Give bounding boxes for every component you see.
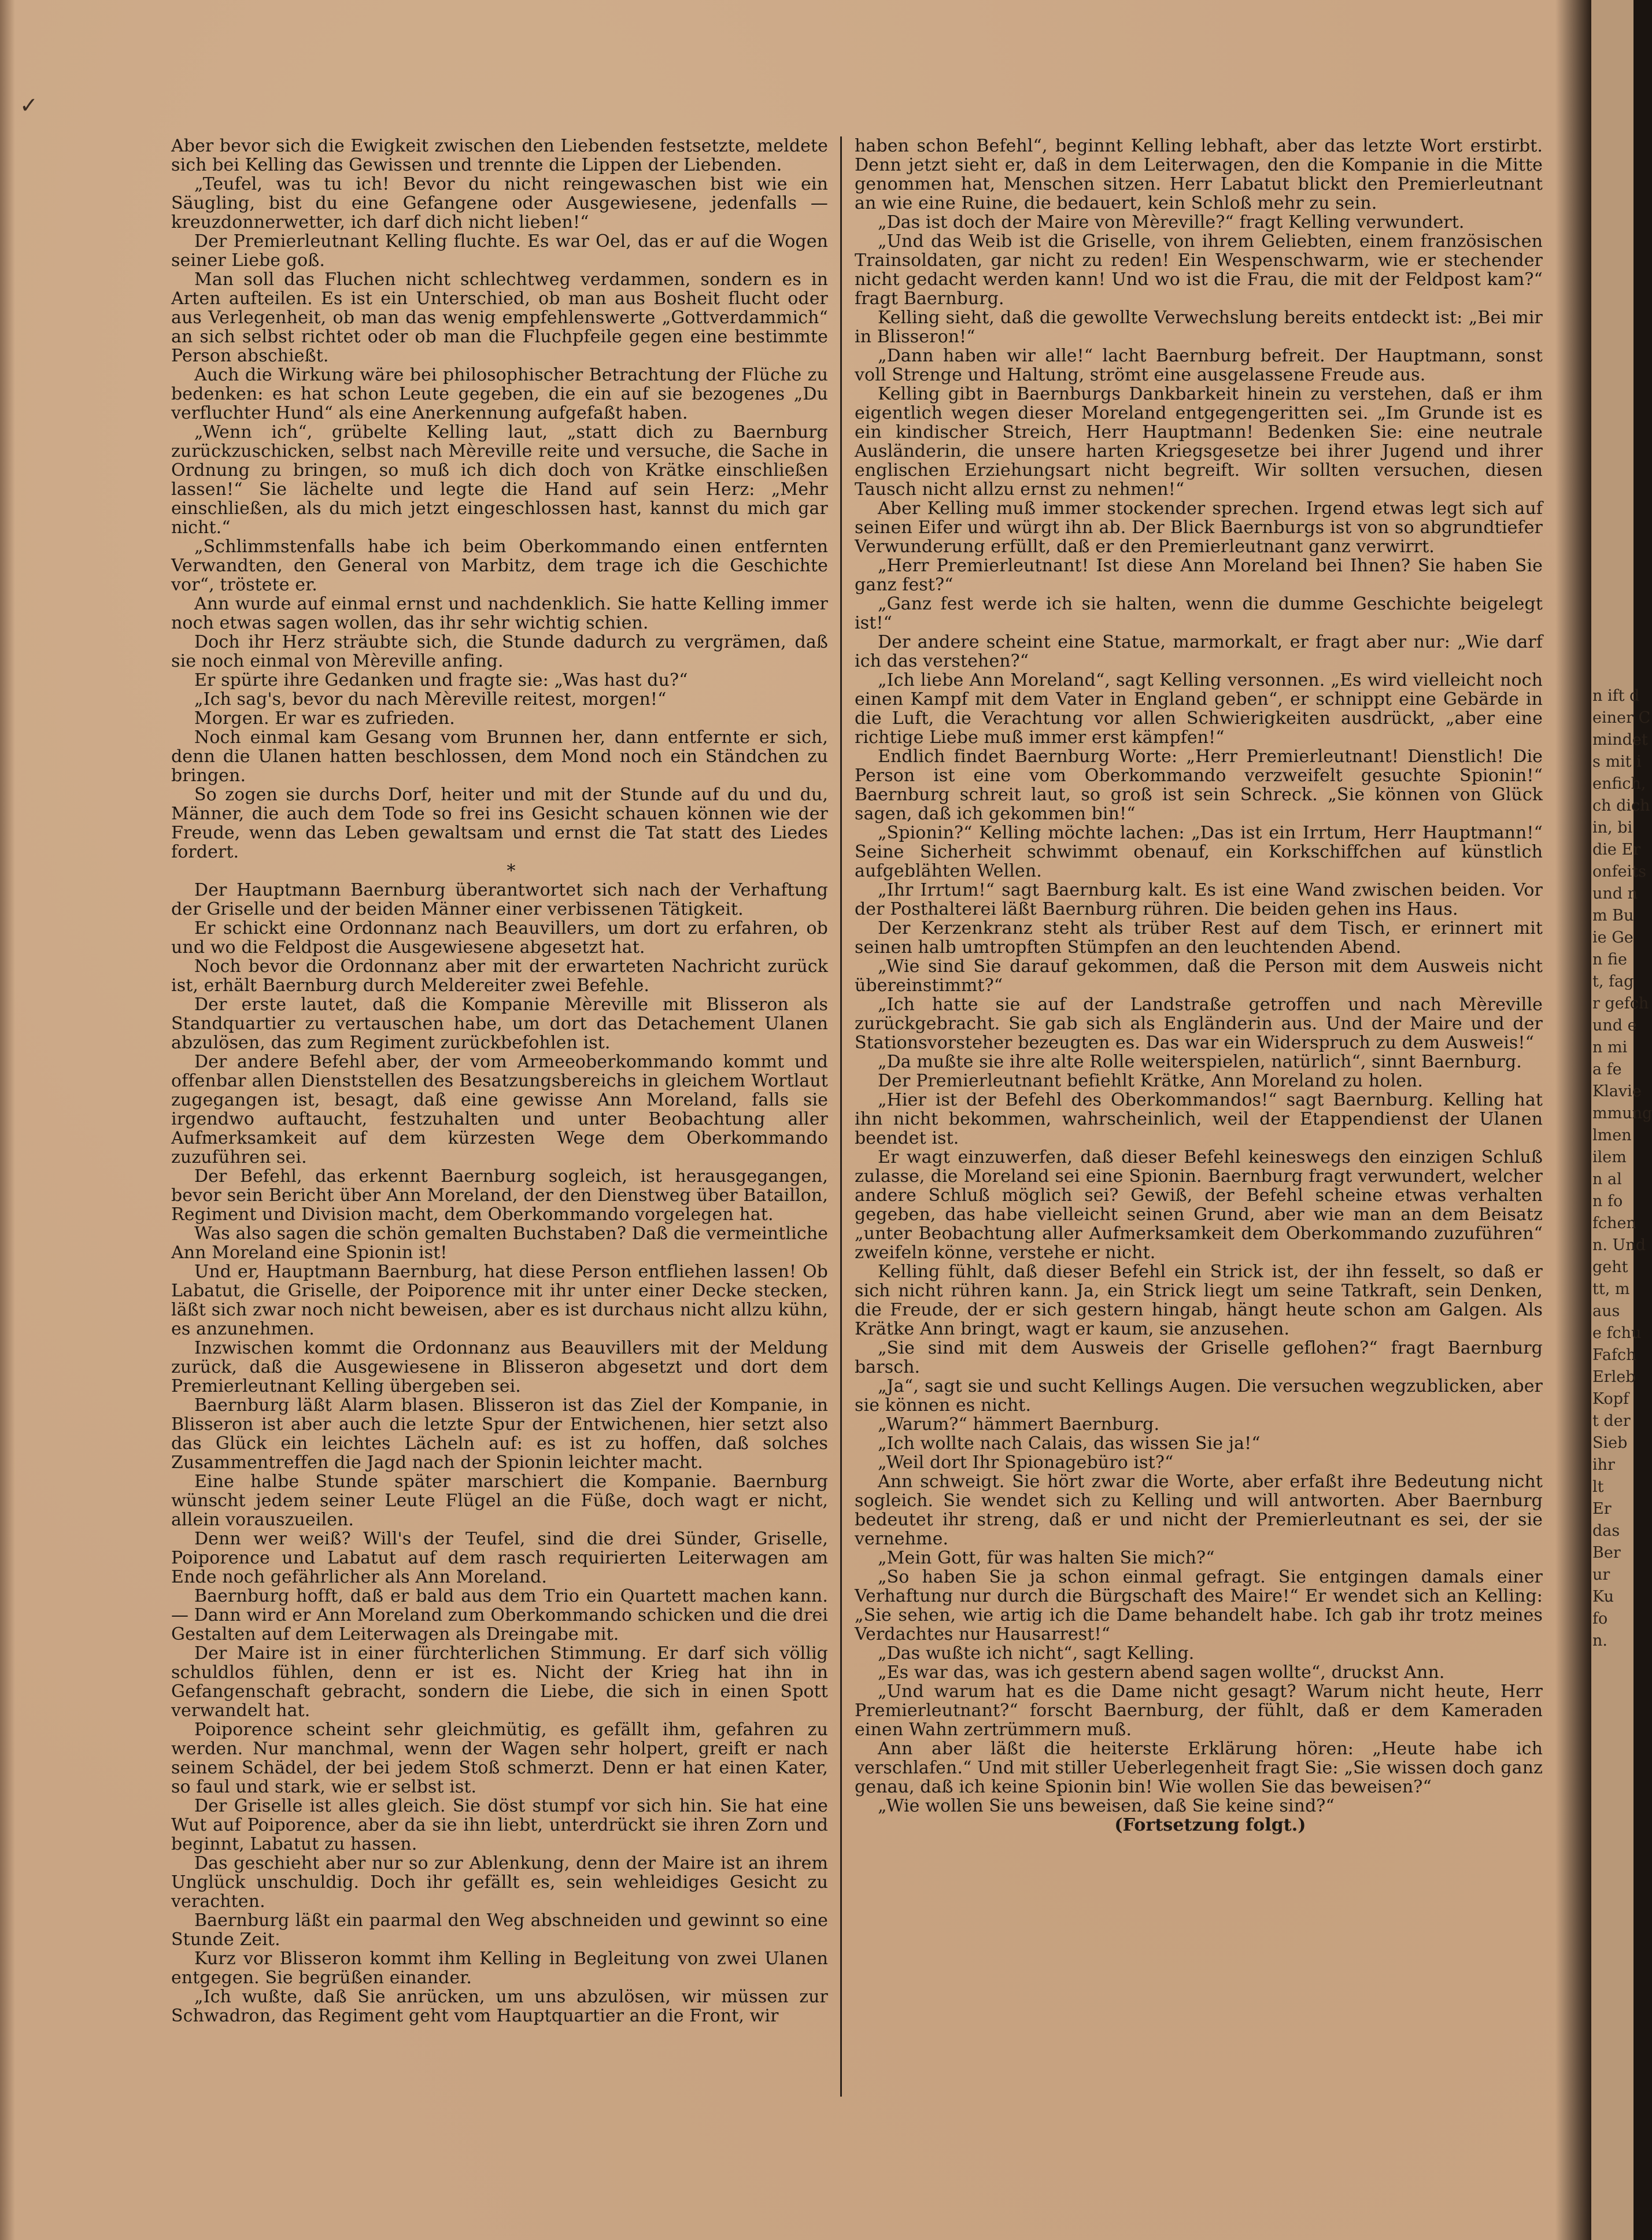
paragraph: „Ich liebe Ann Moreland“, sagt Kelling versonnen. „Es wird vielleicht noch einen Kampf mit dem Vater in England geben“, er schnippt eine Gebärde in die Luft, die Verachtung vor allen Schwierigkeiten ausdrückt, „aber eine richtige Liebe muß immer erst kämpfen!“ — [855, 670, 1543, 748]
adjacent-text-fragment: m Bu — [1592, 907, 1634, 925]
adjacent-text-fragment: das — [1592, 1522, 1620, 1540]
adjacent-text-fragment: Sieb — [1592, 1434, 1628, 1452]
paragraph: Noch bevor die Ordonnanz aber mit der erwarteten Nachricht zurück ist, erhält Baernburg durch Meldereiter zwei Befehle. — [171, 956, 828, 996]
paragraph: Und er, Hauptmann Baernburg, hat diese Person entfliehen lassen! Ob Labatut, die Griselle, der Poiporence mit ihr unter einer Decke stecken, läßt sich zwar noch nicht beweisen, aber es ist durchaus nicht allzu kühn, es anzunehmen. — [171, 1262, 828, 1339]
paragraph: Was also sagen die schön gemalten Buchstaben? Daß die vermeintliche Ann Moreland eine Spionin ist! — [171, 1224, 828, 1263]
paragraph: Er schickt eine Ordonnanz nach Beauvillers, um dort zu erfahren, ob und wo die Feldpost die Ausgewiesene abgesetzt hat. — [171, 918, 828, 958]
paragraph: „Ihr Irrtum!“ sagt Baernburg kalt. Es ist eine Wand zwischen beiden. Vor der Posthalterei läßt Baernburg rühren. Die beiden gehen ins Haus. — [855, 880, 1543, 919]
adjacent-text-fragment: einer C — [1592, 709, 1651, 727]
paragraph: „Dann haben wir alle!“ lacht Baernburg befreit. Der Hauptmann, sonst voll Strenge und Haltung, strömt eine ausgelassene Freude aus. — [855, 346, 1543, 385]
paragraph: Der Griselle ist alles gleich. Sie döst stumpf vor sich hin. Sie hat eine Wut auf Poiporence, aber da sie ihn liebt, unterdrückt sie ihren Zorn und beginnt, Labatut zu hassen. — [171, 1796, 828, 1854]
paragraph: Kelling gibt in Baernburgs Dankbarkeit hinein zu verstehen, daß er ihm eigentlich wegen dieser Moreland entgegengeritten sei. „Im Grunde ist es ein kindischer Streich, Herr Hauptmann! Bedenken Sie: eine neutrale Ausländerin, die unsere harten Kriegsgesetze bei ihrer Jugend und ihrer englischen Erziehungsart nicht begreift. Wir sollten versuchen, diesen Tausch nicht allzu ernst zu nehmen!“ — [855, 384, 1543, 500]
paragraph: „Ich sag's, bevor du nach Mèreville reitest, morgen!“ — [194, 689, 667, 709]
adjacent-text-fragment: in, bi — [1592, 819, 1633, 837]
paragraph: Der andere Befehl aber, der vom Armeeoberkommando kommt und offenbar allen Dienststellen des Besatzungsbereichs in gleichem Wortlaut zugegangen ist, besagt, daß eine gewisse Ann Moreland, falls sie irgendwo auftaucht, festzuhalten und unter Beobachtung aller Aufmerksamkeit auf dem kürzesten Wege dem Oberkommando zuzuführen sei. — [171, 1052, 828, 1167]
adjacent-text-fragment: ie Ge — [1592, 929, 1633, 947]
paragraph: „Wie wollen Sie uns beweisen, daß Sie keine sind?“ — [878, 1796, 1335, 1816]
adjacent-text-fragment: ilem — [1592, 1148, 1627, 1166]
paragraph: Ann schweigt. Sie hört zwar die Worte, aber erfaßt ihre Bedeutung nicht sogleich. Sie wendet sich zu Kelling und will antworten. Aber Baernburg bedeutet ihr streng, daß er und nicht der Premierleutnant es sei, der sie vernehme. — [855, 1472, 1543, 1549]
adjacent-text-fragment: lt — [1592, 1478, 1604, 1496]
adjacent-text-fragment: aus — [1592, 1302, 1620, 1320]
paragraph: „Ich wußte, daß Sie anrücken, um uns abzulösen, wir müssen zur Schwadron, das Regiment geht vom Hauptquartier an die Front, wir — [171, 1987, 828, 2026]
adjacent-text-fragment: n fo — [1592, 1192, 1623, 1210]
adjacent-page-strip — [1591, 0, 1652, 2240]
paragraph: Denn wer weiß? Will's der Teufel, sind die drei Sünder, Griselle, Poiporence und Labatut auf dem rasch requirierten Leiterwagen am Ende noch gefährlicher als Ann Moreland. — [171, 1529, 828, 1587]
adjacent-text-fragment: Kopf — [1592, 1390, 1629, 1408]
paragraph: Der Premierleutnant Kelling fluchte. Es war Oel, das er auf die Wogen seiner Liebe goß. — [171, 231, 828, 271]
paragraph: „Wie sind Sie darauf gekommen, daß die Person mit dem Ausweis nicht übereinstimmt?“ — [855, 956, 1543, 996]
paragraph: Morgen. Er war es zufrieden. — [194, 708, 455, 729]
adjacent-text-fragment: fchen — [1592, 1214, 1636, 1232]
paragraph: Der erste lautet, daß die Kompanie Mèreville mit Blisseron als Standquartier zu vertauschen habe, um dort das Detachement Ulanen abzulösen, das zum Regiment zurückbefohlen ist. — [171, 995, 828, 1053]
paragraph: Auch die Wirkung wäre bei philosophischer Betrachtung der Flüche zu bedenken: es hat schon Leute gegeben, die ein auf sie bezogenes „Du verfluchter Hund“ als eine Anerkennung aufgefaßt haben. — [171, 365, 828, 423]
adjacent-text-fragment: t, fag — [1592, 973, 1634, 990]
adjacent-text-fragment: ihr — [1592, 1456, 1615, 1474]
paragraph: „Mein Gott, für was halten Sie mich?“ — [878, 1548, 1215, 1568]
paragraph: Aber bevor sich die Ewigkeit zwischen den Liebenden festsetzte, meldete sich bei Kelling das Gewissen und trennte die Lippen der Liebenden. — [171, 136, 828, 175]
paragraph: „So haben Sie ja schon einmal gefragt. Sie entgingen damals einer Verhaftung nur durch die Bürgschaft des Maire!“ Er wendet sich an Kelling: „Sie sehen, wie artig ich die Dame behandelt habe. Ich gab ihr trotz meines Verdachtes nur Hausarrest!“ — [855, 1567, 1543, 1644]
paragraph: „Das wußte ich nicht“, sagt Kelling. — [878, 1643, 1195, 1664]
adjacent-text-fragment: n. — [1592, 1632, 1607, 1650]
adjacent-text-fragment: Erleb — [1592, 1368, 1636, 1386]
adjacent-text-fragment: n fie — [1592, 951, 1627, 969]
adjacent-text-fragment: Ber — [1592, 1544, 1621, 1562]
paragraph: „Schlimmstenfalls habe ich beim Oberkommando einen entfernten Verwandten, den General von Marbitz, dem trage ich die Geschichte vor“, tröstete er. — [171, 537, 828, 595]
paragraph: „Ich hatte sie auf der Landstraße getroffen und nach Mèreville zurückgebracht. Sie gab sich als Engländerin aus. Und der Maire und der Stationsvorsteher bezeugten es. Das war ein Widerspruch zu dem Ausweis!“ — [855, 995, 1543, 1053]
paragraph: „Weil dort Ihr Spionagebüro ist?“ — [878, 1452, 1174, 1473]
adjacent-text-fragment: n mi — [1592, 1038, 1628, 1056]
paragraph: Ann aber läßt die heiterste Erklärung hören: „Heute habe ich verschlafen.“ Und mit stiller Ueberlegenheit fragt Sie: „Sie wissen doch ganz genau, daß ich keine Spionin bin! Wie wollen Sie das beweisen?“ — [855, 1739, 1543, 1797]
paragraph: Ann wurde auf einmal ernst und nachdenklich. Sie hatte Kelling immer noch etwas sagen wollen, das ihr sehr wichtig schien. — [171, 594, 828, 633]
adjacent-text-fragment: enfich, — [1592, 775, 1646, 793]
paragraph: Der Hauptmann Baernburg überantwortet sich nach der Verhaftung der Griselle und der beiden Männer einer verbissenen Tätigkeit. — [171, 880, 828, 919]
paragraph: „Ganz fest werde ich sie halten, wenn die dumme Geschichte beigelegt ist!“ — [855, 594, 1543, 633]
paragraph: Baernburg läßt Alarm blasen. Blisseron ist das Ziel der Kompanie, in Blisseron ist aber auch die letzte Spur der Entwichenen, hier setzt also das Glück ein leichtes Lächeln auf: es ist zu hoffen, daß solches Zusammentreffen die Jagd nach der Spionin leichter macht. — [171, 1395, 828, 1473]
continuation-note: (Fortsetzung folgt.) — [1114, 1815, 1306, 1835]
paragraph: Baernburg läßt ein paarmal den Weg abschneiden und gewinnt so eine Stunde Zeit. — [171, 1910, 828, 1950]
paragraph: „Ja“, sagt sie und sucht Kellings Augen. Die versuchen wegzublicken, aber sie können es nicht. — [855, 1376, 1543, 1415]
adjacent-text-fragment: lmen — [1592, 1126, 1632, 1144]
right-column — [855, 136, 1543, 1835]
paragraph: „Wenn ich“, grübelte Kelling laut, „statt dich zu Baernburg zurückzuschicken, selbst nach Mèreville reite und versuche, die Sache in Ordnung zu bringen, so muß ich dich doch von Krätke einschließen lassen!“ Sie lächelte und legte die Hand auf sein Herz: „Mehr einschließen, als du mich jetzt eingeschlossen hast, kannst du mich gar nicht.“ — [171, 422, 828, 538]
paragraph: Kelling sieht, daß die gewollte Verwechslung bereits entdeckt ist: „Bei mir in Blisseron!“ — [855, 308, 1543, 347]
corner-mark: ✓ — [20, 93, 38, 118]
paragraph: Baernburg hofft, daß er bald aus dem Trio ein Quartett machen kann. — Dann wird er Ann Moreland zum Oberkommando schicken und die drei Gestalten auf dem Leiterwagen als Dreingabe mit. — [171, 1586, 828, 1644]
paragraph: Der andere scheint eine Statue, marmorkalt, er fragt aber nur: „Wie darf ich das verstehen?“ — [855, 632, 1543, 671]
adjacent-text-fragment: Ku — [1592, 1588, 1614, 1606]
paragraph: Aber Kelling muß immer stockender sprechen. Irgend etwas legt sich auf seinen Eifer und würgt ihn ab. Der Blick Baernburgs ist von so abgrundtiefer Verwunderung erfüllt, daß er den Premierleutnant ganz verwirrt. — [855, 498, 1543, 557]
paragraph: Eine halbe Stunde später marschiert die Kompanie. Baernburg wünscht jedem seiner Leute Flügel an die Füße, doch wagt er nicht, allein vorauszueilen. — [171, 1472, 828, 1530]
adjacent-text-fragment: onfeits — [1592, 863, 1646, 881]
paragraph: Er wagt einzuwerfen, daß dieser Befehl keineswegs den einzigen Schluß zulasse, die Moreland sei eine Spionin. Baernburg fragt verwundert, welcher andere Schluß möglich sei? Gewiß, der Befehl scheine etwas verhalten gegeben, das habe vielleicht seinen Grund, aber wie man an dem Beisatz „unter Beobachtung aller Aufmerksamkeit dem Oberkommando zuzuführen“ zweifeln könne, verstehe er nicht. — [855, 1147, 1543, 1263]
paragraph: „Sie sind mit dem Ausweis der Griselle geflohen?“ fragt Baernburg barsch. — [855, 1338, 1543, 1377]
paragraph: So zogen sie durchs Dorf, heiter und mit der Stunde auf du und du, Männer, die auch dem Tode so frei ins Gesicht schauen können wie der Freude, wenn das Leben gewaltsam und ernst die Tat statt des Liedes fordert. — [171, 785, 828, 862]
adjacent-text-fragment: fo — [1592, 1610, 1608, 1628]
adjacent-text-fragment: geht — [1592, 1258, 1628, 1276]
paragraph: Der Kerzenkranz steht als trüber Rest auf dem Tisch, er erinnert mit seinen halb umtropften Stümpfen an den leuchtenden Abend. — [855, 918, 1543, 958]
paragraph: Endlich findet Baernburg Worte: „Herr Premierleutnant! Dienstlich! Die Person ist eine vom Oberkommando verzweifelt gesuchte Spionin!“ Baernburg schreit laut, so groß ist sein Schreck. „Sie können von Glück sagen, daß ich gekommen bin!“ — [855, 746, 1543, 824]
paragraph: „Da mußte sie ihre alte Rolle weiterspielen, natürlich“, sinnt Baernburg. — [878, 1052, 1522, 1072]
paragraph: Inzwischen kommt die Ordonnanz aus Beauvillers mit der Meldung zurück, daß die Ausgewiesene in Blisseron abgesetzt und dort dem Premierleutnant Kelling übergeben sei. — [171, 1338, 828, 1396]
binding-shadow — [1555, 0, 1591, 2240]
paragraph: „Warum?“ hämmert Baernburg. — [878, 1414, 1160, 1435]
paragraph: Er spürte ihre Gedanken und fragte sie: „Was hast du?“ — [194, 670, 688, 690]
paragraph: Kurz vor Blisseron kommt ihm Kelling in Begleitung von zwei Ulanen entgegen. Sie begrüßen einander. — [171, 1949, 828, 1988]
adjacent-text-fragment: die Er — [1592, 841, 1641, 859]
paragraph: Der Maire ist in einer fürchterlichen Stimmung. Er darf sich völlig schuldlos fühlen, denn er ist es. Nicht der Krieg hat ihn in Gefangenschaft gebracht, sondern die Liebe, die sich in einen Spott verwandelt hat. — [171, 1643, 828, 1721]
adjacent-text-fragment: ch dich — [1592, 797, 1650, 815]
adjacent-text-fragment: t der — [1592, 1412, 1631, 1430]
adjacent-text-fragment: und e — [1592, 1016, 1637, 1034]
adjacent-text-fragment: und n — [1592, 885, 1638, 903]
adjacent-text-fragment: n. Und — [1592, 1236, 1646, 1254]
paragraph: „Herr Premierleutnant! Ist diese Ann Moreland bei Ihnen? Sie haben Sie ganz fest?“ — [855, 556, 1543, 595]
adjacent-text-fragment: n ift d — [1592, 687, 1640, 705]
page-edge-shadow — [0, 0, 15, 2240]
adjacent-text-fragment: s mit i — [1592, 753, 1642, 771]
left-column — [171, 136, 828, 2025]
adjacent-text-fragment: r gefch — [1592, 995, 1649, 1012]
adjacent-text-fragment: tt, m — [1592, 1280, 1630, 1298]
paragraph: „Und das Weib ist die Griselle, von ihrem Geliebten, einem französischen Trainsoldaten, gar nicht zu reden! Ein Wespenschwarm, wie er stechender nicht gedacht werden kann! Und wo ist die Frau, die mit der Feldpost kam?“ fragt Baernburg. — [855, 231, 1543, 309]
paragraph: Noch einmal kam Gesang vom Brunnen her, dann entfernte er sich, denn die Ulanen hatten beschlossen, dem Mond noch ein Ständchen zu bringen. — [171, 727, 828, 786]
paragraph: Das geschieht aber nur so zur Ablenkung, denn der Maire ist an ihrem Unglück unschuldig. Doch ihr gefällt es, sein wehleidiges Gesicht zu verachten. — [171, 1853, 828, 1912]
paragraph: „Teufel, was tu ich! Bevor du nicht reingewaschen bist wie ein Säugling, bist du eine Gefangene oder Ausgewiesene, jedenfalls — kreuzdonnerwetter, ich darf dich nicht lieben!“ — [171, 174, 828, 232]
adjacent-text-fragment: e fchu — [1592, 1324, 1642, 1342]
paragraph: „Spionin?“ Kelling möchte lachen: „Das ist ein Irrtum, Herr Hauptmann!“ Seine Sicherheit schwimmt obenauf, ein Korkschiffchen auf künstlich aufgeblähten Wellen. — [855, 823, 1543, 881]
paragraph: „Ich wollte nach Calais, das wissen Sie ja!“ — [878, 1433, 1261, 1454]
adjacent-text-fragment: mmung — [1592, 1104, 1652, 1122]
column-divider — [840, 136, 842, 2097]
adjacent-text-fragment: ur — [1592, 1566, 1610, 1584]
paragraph: Der Premierleutnant befiehlt Krätke, Ann Moreland zu holen. — [878, 1071, 1423, 1091]
paragraph: Poiporence scheint sehr gleichmütig, es gefällt ihm, gefahren zu werden. Nur manchmal, wenn der Wagen sehr holpert, greift er nach seinem Schädel, der bei jedem Stoß schmerzt. Denn er hat einen Kater, so faul und stark, wie er selbst ist. — [171, 1720, 828, 1797]
paragraph: „Das ist doch der Maire von Mèreville?“ fragt Kelling verwundert. — [878, 212, 1465, 232]
paragraph: Doch ihr Herz sträubte sich, die Stunde dadurch zu vergrämen, daß sie noch einmal von Mèreville anfing. — [171, 632, 828, 671]
paragraph: „Es war das, was ich gestern abend sagen wollte“, druckst Ann. — [878, 1662, 1445, 1683]
paragraph: Der Befehl, das erkennt Baernburg sogleich, ist herausgegangen, bevor sein Bericht über Ann Moreland, der den Dienstweg über Bataillon, Regiment und Division macht, dem Oberkommando vorgelegen hat. — [171, 1166, 828, 1225]
adjacent-text-fragment: Er — [1592, 1500, 1612, 1518]
adjacent-text-fragment: n al — [1592, 1170, 1622, 1188]
adjacent-text-fragment: mindet — [1592, 731, 1648, 749]
paragraph: Man soll das Fluchen nicht schlechtweg verdammen, sondern es in Arten aufteilen. Es ist ein Unterschied, ob man aus Bosheit flucht oder aus Verlegenheit, ob man das wenig empfehlenswerte „Gottverdammich“ an sich selbst richtet oder ob man die Fluchpfeile gegen eine bestimmte Person abschießt. — [171, 269, 828, 366]
section-break-mark: * — [507, 861, 516, 881]
adjacent-page-text — [1591, 0, 1652, 1652]
paragraph: haben schon Befehl“, beginnt Kelling lebhaft, aber das letzte Wort erstirbt. Denn jetzt sieht er, daß in dem Leiterwagen, den die Kompanie in die Mitte genommen hat, Menschen sitzen. Herr Labatut blickt den Premierleutnant an wie eine Ruine, die bedauert, kein Schloß mehr zu sein. — [855, 136, 1543, 213]
adjacent-text-fragment: Fafch — [1592, 1346, 1636, 1364]
adjacent-text-fragment: Klavie — [1592, 1082, 1642, 1100]
paragraph: „Und warum hat es die Dame nicht gesagt? Warum nicht heute, Herr Premierleutnant?“ forscht Baernburg, der fühlt, daß er dem Kameraden einen Wahn zertrümmern muß. — [855, 1681, 1543, 1740]
paragraph: „Hier ist der Befehl des Oberkommandos!“ sagt Baernburg. Kelling hat ihn nicht bekommen, wahrscheinlich, weil der Etappendienst der Ulanen beendet ist. — [855, 1090, 1543, 1148]
adjacent-text-fragment: a fe — [1592, 1060, 1622, 1078]
paragraph: Kelling fühlt, daß dieser Befehl ein Strick ist, der ihn fesselt, so daß er sich nicht rühren kann. Ja, ein Strick liegt um seine Tatkraft, sein Denken, die Freude, der er sich gestern hingab, hängt heute schon am Galgen. Als Krätke Ann bringt, wagt er kaum, sie anzusehen. — [855, 1262, 1543, 1339]
